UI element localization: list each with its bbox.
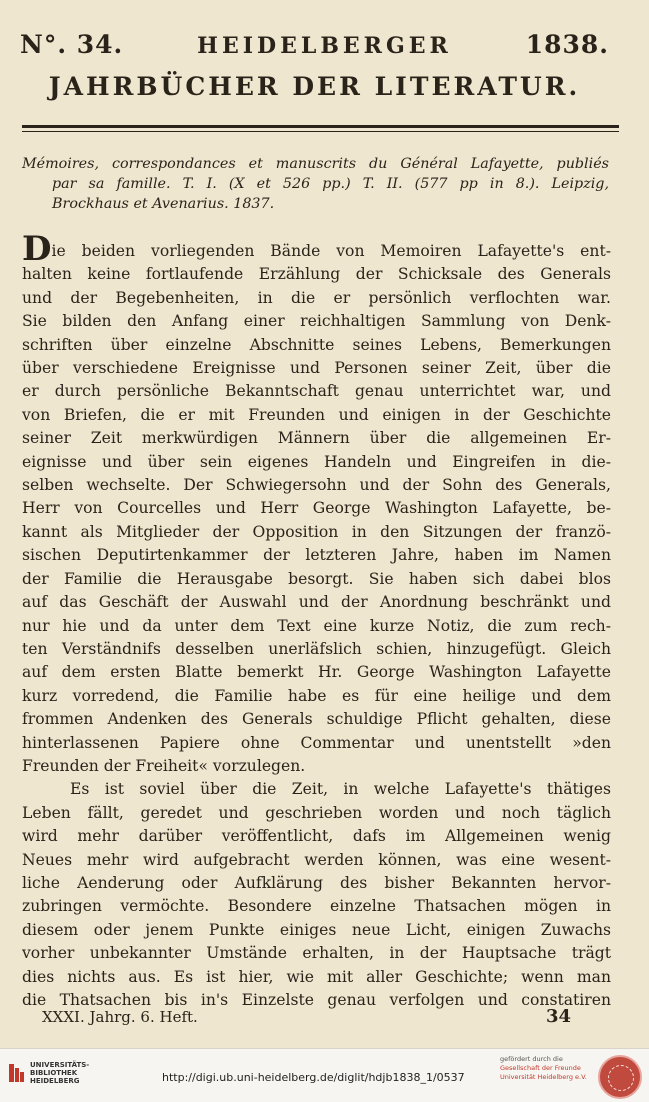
library-logo-icon — [8, 1062, 26, 1084]
body-line: von Briefen, die er mit Freunden und einigen in der Geschichte — [22, 405, 611, 424]
body-line: er durch persönliche Bekanntschaft genau unterrichtet war, und — [22, 382, 611, 401]
university-seal-icon — [598, 1055, 642, 1099]
running-header — [20, 30, 609, 66]
body-line: Es ist soviel über die Zeit, in welche Lafayette's thätiges — [70, 780, 611, 799]
body-line: kurz vorredend, die Familie habe es für eine heilige und dem — [22, 686, 611, 705]
body-line: auf dem ersten Blatte bemerkt Hr. George Washington Lafayette — [22, 663, 611, 682]
library-logo-text: UNIVERSITÄTS- BIBLIOTHEK HEIDELBERG — [30, 1061, 90, 1085]
body-line: diesem oder jenem Punkte einiges neue Licht, einigen Zuwachs — [22, 920, 611, 939]
body-line: Freunden der Freiheit« vorzulegen. — [22, 756, 306, 775]
body-line: die Thatsachen bis in's Einzelste genau verfolgen und constatiren — [22, 991, 611, 1009]
body-line: dies nichts aus. Es ist hier, wie mit aller Geschichte; wenn man — [22, 967, 611, 986]
body-line: Die beiden vorliegenden Bände von Memoiren Lafayette's ent- — [22, 229, 611, 269]
citation-line: Mémoires, correspondances et manuscrits du Général Lafayette, publiés — [22, 156, 609, 172]
issue-number: N°. 34. — [20, 30, 124, 59]
journal-name-top: HEIDELBERGER — [197, 33, 452, 59]
body-line: Leben fällt, geredet und geschrieben worden und noch täglich — [22, 803, 611, 822]
body-line: eignisse und über sein eigenes Handeln und Eingreifen in die- — [22, 452, 611, 471]
sponsor-credit[interactable]: gefördert durch die Gesellschaft der Freunde Universität Heidelberg e.V. — [500, 1055, 587, 1081]
body-line: liche Aenderung oder Aufklärung des bisher Bekannten hervor- — [22, 873, 611, 892]
permalink-url[interactable]: http://digi.ub.uni-heidelberg.de/diglit/hdjb1838_1/0537 — [162, 1071, 465, 1084]
university-library-logo[interactable] — [8, 1061, 89, 1085]
body-line: seiner Zeit merkwürdigen Männern über die allgemeinen Er- — [22, 429, 611, 448]
body-line: vorher unbekannter Umstände erhalten, in der Hauptsache trägt — [22, 944, 611, 963]
page-number: 34 — [545, 1006, 571, 1027]
body-line: frommen Andenken des Generals schuldige Pflicht gehalten, diese — [22, 710, 611, 729]
body-line: über verschiedene Ereignisse und Personen seiner Zeit, über die — [22, 359, 611, 378]
page-footer — [22, 1006, 611, 1027]
body-line: der Familie die Herausgabe besorgt. Sie haben sich dabei blos — [22, 569, 611, 588]
citation-line: par sa famille. T. I. (X et 526 pp.) T. II. (577 pp in 8.). Leipzig, — [52, 176, 609, 192]
body-line: ten Verständnifs desselben unerläfslich schien, hinzugefügt. Gleich — [22, 639, 611, 658]
body-line: kannt als Mitglieder der Opposition in den Sitzungen der franzö- — [22, 522, 611, 541]
body-line: Herr von Courcelles und Herr George Washington Lafayette, be- — [22, 499, 611, 518]
book-citation — [22, 154, 609, 214]
body-line: Neues mehr wird aufgebracht werden können, was eine wesent- — [22, 850, 611, 869]
body-line: halten keine fortlaufende Erzählung der Schicksale des Generals — [22, 265, 611, 284]
viewer-bottom-bar — [0, 1048, 649, 1102]
citation-line: Brockhaus et Avenarius. 1837. — [52, 196, 275, 212]
body-line: zubringen vermöchte. Besondere einzelne Thatsachen mögen in — [22, 897, 611, 916]
body-line: Sie bilden den Anfang einer reichhaltigen Sammlung von Denk- — [22, 312, 611, 331]
header-rule-thick — [22, 125, 619, 128]
body-line: selben wechselte. Der Schwiegersohn und der Sohn des Generals, — [22, 476, 611, 495]
body-line: schriften über einzelne Abschnitte seines Lebens, Bemerkungen — [22, 335, 611, 354]
body-line: und der Begebenheiten, in die er persönlich verflochten war. — [22, 288, 611, 307]
volume-signature: XXXI. Jahrg. 6. Heft. — [42, 1008, 198, 1026]
body-line: nur hie und da unter dem Text eine kurze Notiz, die zum rech- — [22, 616, 611, 635]
body-line: wird mehr darüber veröffentlicht, dafs im Allgemeinen wenig — [22, 827, 611, 846]
body-line: sischen Deputirtenkammer der letzteren Jahre, haben im Namen — [22, 546, 611, 565]
drop-cap: D — [22, 229, 52, 269]
body-line: auf das Geschäft der Auswahl und der Anordnung beschränkt und — [22, 593, 611, 612]
year: 1838. — [525, 30, 609, 59]
body-line: hinterlassenen Papiere ohne Commentar und unentstellt »den — [22, 733, 611, 752]
journal-title: JAHRBÜCHER DER LITERATUR. — [48, 72, 581, 101]
header-rule-thin — [22, 131, 619, 132]
article-body — [22, 229, 611, 1012]
